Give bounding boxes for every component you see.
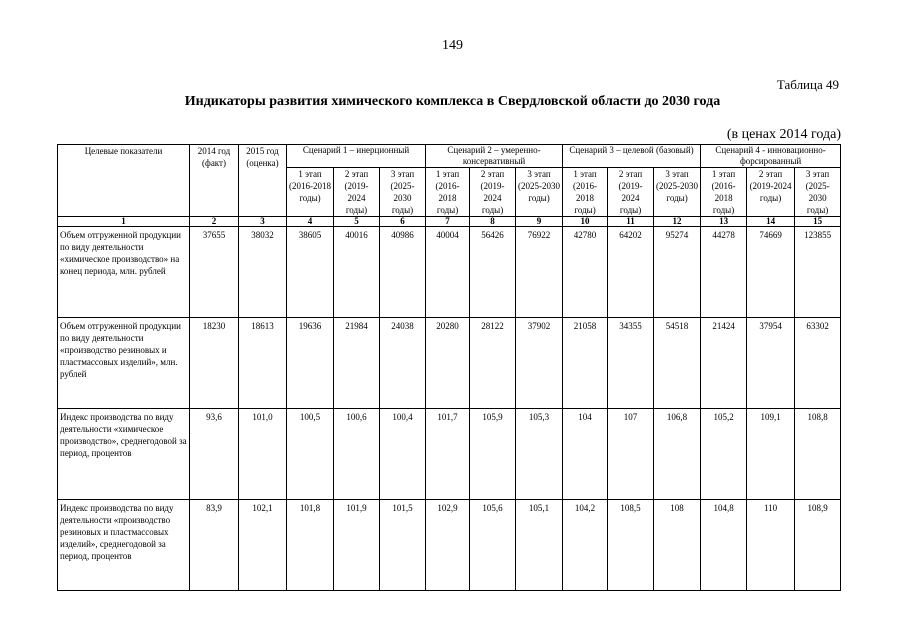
column-number: 1 [58,217,190,227]
value-cell: 21058 [563,318,608,409]
value-cell: 123855 [795,227,841,318]
value-cell: 34355 [608,318,654,409]
price-note: (в ценах 2014 года) [726,127,841,142]
value-cell: 64202 [608,227,654,318]
table-row [58,227,841,318]
value-cell: 21424 [701,318,747,409]
column-number: 7 [426,217,470,227]
value-cell: 44278 [701,227,747,318]
value-cell: 40016 [334,227,380,318]
column-number: 10 [563,217,608,227]
column-number: 15 [795,217,841,227]
column-number: 13 [701,217,747,227]
value-cell: 74669 [747,227,795,318]
stage-2-header: 2 этап (2019-2024 годы) [747,168,795,217]
value-cell: 101,7 [426,409,470,500]
table-row [58,318,841,409]
value-cell: 100,4 [380,409,426,500]
table-row [58,500,841,591]
header-scenario-2 [426,145,563,168]
value-cell: 76922 [516,227,563,318]
value-cell: 101,9 [334,500,380,591]
stage-1-header: 1 этап (2016-2018 годы) [287,168,334,217]
indicators-table-container [57,144,840,602]
value-cell: 37954 [747,318,795,409]
stage-3-header: 3 этап (2025-2030 годы) [654,168,701,217]
indicator-cell: Индекс производства по виду деятельности «химическое производство», среднегодовой за период, процентов [58,409,190,500]
header-year-2014: 2014 год (факт) [190,145,239,217]
indicator-cell: Объем отгруженной продукции по виду деятельности «производство резиновых и пластмассовых изделий», млн. рублей [58,318,190,409]
column-number: 8 [470,217,516,227]
value-cell: 102,9 [426,500,470,591]
scenario-3-title: Сценарий 3 – целевой (базовый) [569,145,694,155]
column-number: 3 [239,217,287,227]
page-title: Индикаторы развития химического комплекса в Свердловской области до 2030 года [184,94,721,109]
column-number: 14 [747,217,795,227]
value-cell: 104 [563,409,608,500]
value-cell: 38605 [287,227,334,318]
value-cell: 28122 [470,318,516,409]
column-number: 12 [654,217,701,227]
value-cell: 109,1 [747,409,795,500]
scenario-2-title: Сценарий 2 – умеренно-консервативный [447,145,541,166]
value-cell: 18613 [239,318,287,409]
stage-3-header: 3 этап (2025-2030 годы) [795,168,841,217]
stage-3-header: 3 этап (2025-2030 годы) [516,168,563,217]
value-cell: 108 [654,500,701,591]
value-cell: 18230 [190,318,239,409]
value-cell: 42780 [563,227,608,318]
value-cell: 105,6 [470,500,516,591]
value-cell: 54518 [654,318,701,409]
stage-3-header: 3 этап (2025-2030 годы) [380,168,426,217]
value-cell: 40986 [380,227,426,318]
column-number-row [58,217,841,227]
stage-1-header: 1 этап (2016-2018 годы) [426,168,470,217]
column-number: 2 [190,217,239,227]
table-row [58,409,841,500]
stage-2-header: 2 этап (2019-2024 годы) [608,168,654,217]
value-cell: 38032 [239,227,287,318]
table-label: Таблица 49 [776,77,839,92]
indicator-cell: Индекс производства по виду деятельности «производство резиновых и пластмассовых изделий», среднегодовой за период, процентов [58,500,190,591]
indicators-table [57,144,841,591]
value-cell: 56426 [470,227,516,318]
value-cell: 108,8 [795,409,841,500]
value-cell: 108,9 [795,500,841,591]
column-number: 9 [516,217,563,227]
value-cell: 63302 [795,318,841,409]
value-cell: 101,5 [380,500,426,591]
value-cell: 20280 [426,318,470,409]
value-cell: 83,9 [190,500,239,591]
value-cell: 101,0 [239,409,287,500]
value-cell: 100,5 [287,409,334,500]
value-cell: 104,8 [701,500,747,591]
indicator-cell: Объем отгруженной продукции по виду деятельности «химическое производство» на конец периода, млн. рублей [58,227,190,318]
value-cell: 93,6 [190,409,239,500]
column-number: 4 [287,217,334,227]
value-cell: 19636 [287,318,334,409]
value-cell: 37655 [190,227,239,318]
value-cell: 95274 [654,227,701,318]
header-scenario-1 [287,145,426,168]
value-cell: 105,2 [701,409,747,500]
stage-1-header: 1 этап (2016-2018 годы) [563,168,608,217]
header-scenario-3 [563,145,701,168]
value-cell: 108,5 [608,500,654,591]
column-number: 6 [380,217,426,227]
scenario-1-title: Сценарий 1 – инерционный [302,145,410,155]
value-cell: 105,1 [516,500,563,591]
value-cell: 104,2 [563,500,608,591]
header-row-main [58,145,841,168]
stage-2-header: 2 этап (2019-2024 годы) [334,168,380,217]
value-cell: 40004 [426,227,470,318]
value-cell: 105,9 [470,409,516,500]
scenario-4-title: Сценарий 4 - инновационно-форсированный [715,145,826,166]
value-cell: 107 [608,409,654,500]
stage-2-header: 2 этап (2019-2024 годы) [470,168,516,217]
header-year-2015: 2015 год (оценка) [239,145,287,217]
page-number: 149 [442,38,463,53]
value-cell: 110 [747,500,795,591]
header-scenario-4 [701,145,841,168]
header-indicator: Целевые показатели [58,145,190,217]
value-cell: 37902 [516,318,563,409]
value-cell: 21984 [334,318,380,409]
value-cell: 102,1 [239,500,287,591]
stage-1-header: 1 этап (2016-2018 годы) [701,168,747,217]
value-cell: 100,6 [334,409,380,500]
value-cell: 101,8 [287,500,334,591]
column-number: 5 [334,217,380,227]
column-number: 11 [608,217,654,227]
value-cell: 105,3 [516,409,563,500]
value-cell: 24038 [380,318,426,409]
value-cell: 106,8 [654,409,701,500]
